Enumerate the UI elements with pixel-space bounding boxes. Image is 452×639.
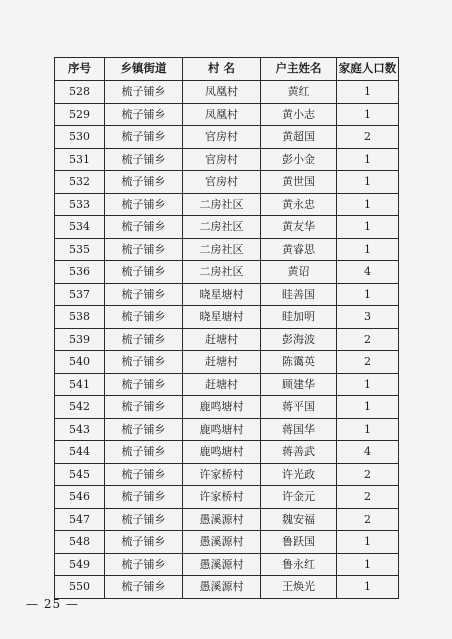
householder-cell: 黄世国 [261,171,337,194]
table-row [55,463,399,486]
householder-cell: 眭善国 [261,283,337,306]
serial-cell: 536 [55,261,105,284]
householder-cell: 彭小金 [261,148,337,171]
family-size-cell: 1 [337,373,399,396]
township-cell: 梳子铺乡 [105,216,183,239]
serial-cell: 534 [55,216,105,239]
table-body [55,81,399,599]
householder-cell: 黄友华 [261,216,337,239]
serial-cell: 540 [55,351,105,374]
village-cell: 愚溪源村 [183,553,261,576]
serial-cell: 549 [55,553,105,576]
village-cell: 官房村 [183,148,261,171]
village-cell: 官房村 [183,126,261,149]
family-size-cell: 4 [337,261,399,284]
householder-cell: 黄睿思 [261,238,337,261]
township-cell: 梳子铺乡 [105,171,183,194]
township-cell: 梳子铺乡 [105,351,183,374]
header-family-size: 家庭人口数 [337,58,399,81]
village-cell: 愚溪源村 [183,576,261,599]
householder-cell: 魏安福 [261,508,337,531]
serial-cell: 538 [55,306,105,329]
householder-cell: 许光政 [261,463,337,486]
serial-cell: 547 [55,508,105,531]
township-cell: 梳子铺乡 [105,81,183,104]
householder-cell: 鲁永红 [261,553,337,576]
householder-cell: 眭加明 [261,306,337,329]
family-size-cell: 2 [337,508,399,531]
householder-cell: 许金元 [261,486,337,509]
village-cell: 二房社区 [183,216,261,239]
householder-cell: 黄诏 [261,261,337,284]
township-cell: 梳子铺乡 [105,486,183,509]
table-row [55,261,399,284]
serial-cell: 544 [55,441,105,464]
serial-cell: 535 [55,238,105,261]
householder-cell: 鲁跃国 [261,531,337,554]
serial-cell: 543 [55,418,105,441]
header-village: 村 名 [183,58,261,81]
table-row [55,508,399,531]
table-row [55,373,399,396]
table-row [55,193,399,216]
serial-cell: 532 [55,171,105,194]
family-size-cell: 1 [337,193,399,216]
village-cell: 鹿鸣塘村 [183,441,261,464]
householder-cell: 王焕光 [261,576,337,599]
family-size-cell: 1 [337,81,399,104]
township-cell: 梳子铺乡 [105,193,183,216]
header-serial: 序号 [55,58,105,81]
township-cell: 梳子铺乡 [105,103,183,126]
township-cell: 梳子铺乡 [105,238,183,261]
village-cell: 赶塘村 [183,328,261,351]
village-cell: 鹿鸣塘村 [183,396,261,419]
family-size-cell: 2 [337,126,399,149]
serial-cell: 550 [55,576,105,599]
page-number: — 25 — [26,597,79,611]
header-householder: 户主姓名 [261,58,337,81]
family-size-cell: 1 [337,418,399,441]
householder-cell: 黄超国 [261,126,337,149]
village-cell: 许家桥村 [183,463,261,486]
village-cell: 鹿鸣塘村 [183,418,261,441]
serial-cell: 542 [55,396,105,419]
township-cell: 梳子铺乡 [105,418,183,441]
family-size-cell: 1 [337,553,399,576]
serial-cell: 529 [55,103,105,126]
village-cell: 赶塘村 [183,351,261,374]
householder-cell: 顾建华 [261,373,337,396]
serial-cell: 545 [55,463,105,486]
serial-cell: 528 [55,81,105,104]
householder-cell: 蒋平国 [261,396,337,419]
householder-cell: 黄永忠 [261,193,337,216]
township-cell: 梳子铺乡 [105,261,183,284]
table-row [55,328,399,351]
header-township: 乡镇街道 [105,58,183,81]
table-row [55,418,399,441]
householder-cell: 黄红 [261,81,337,104]
serial-cell: 530 [55,126,105,149]
township-cell: 梳子铺乡 [105,148,183,171]
family-size-cell: 4 [337,441,399,464]
village-cell: 赶塘村 [183,373,261,396]
family-size-cell: 1 [337,103,399,126]
table-row [55,148,399,171]
family-size-cell: 1 [337,171,399,194]
serial-cell: 539 [55,328,105,351]
village-cell: 愚溪源村 [183,508,261,531]
township-cell: 梳子铺乡 [105,576,183,599]
family-size-cell: 2 [337,328,399,351]
township-cell: 梳子铺乡 [105,328,183,351]
table-row [55,576,399,599]
table-row [55,351,399,374]
table-row [55,81,399,104]
village-cell: 愚溪源村 [183,531,261,554]
householder-cell: 陈霭英 [261,351,337,374]
family-size-cell: 2 [337,463,399,486]
family-size-cell: 1 [337,148,399,171]
family-size-cell: 1 [337,531,399,554]
table-row [55,216,399,239]
table-row [55,126,399,149]
householder-cell: 蒋国华 [261,418,337,441]
serial-cell: 533 [55,193,105,216]
township-cell: 梳子铺乡 [105,306,183,329]
township-cell: 梳子铺乡 [105,283,183,306]
table-row [55,553,399,576]
village-cell: 晓星塘村 [183,283,261,306]
township-cell: 梳子铺乡 [105,508,183,531]
table-row [55,103,399,126]
township-cell: 梳子铺乡 [105,441,183,464]
householder-cell: 黄小志 [261,103,337,126]
village-cell: 凤凰村 [183,81,261,104]
family-size-cell: 2 [337,486,399,509]
serial-cell: 548 [55,531,105,554]
table-row [55,283,399,306]
serial-cell: 531 [55,148,105,171]
serial-cell: 541 [55,373,105,396]
table-row [55,306,399,329]
serial-cell: 546 [55,486,105,509]
township-cell: 梳子铺乡 [105,553,183,576]
table-header-row [55,58,399,81]
table-row [55,396,399,419]
family-size-cell: 1 [337,283,399,306]
village-cell: 许家桥村 [183,486,261,509]
family-size-cell: 1 [337,396,399,419]
householder-cell: 蒋善武 [261,441,337,464]
village-cell: 二房社区 [183,238,261,261]
table-row [55,238,399,261]
village-cell: 凤凰村 [183,103,261,126]
township-cell: 梳子铺乡 [105,531,183,554]
village-cell: 二房社区 [183,261,261,284]
village-cell: 晓星塘村 [183,306,261,329]
householder-cell: 彭海波 [261,328,337,351]
family-size-cell: 2 [337,351,399,374]
village-cell: 二房社区 [183,193,261,216]
township-cell: 梳子铺乡 [105,396,183,419]
township-cell: 梳子铺乡 [105,126,183,149]
family-size-cell: 1 [337,216,399,239]
table-row [55,171,399,194]
township-cell: 梳子铺乡 [105,373,183,396]
village-cell: 官房村 [183,171,261,194]
table-row [55,531,399,554]
household-table [54,57,399,599]
family-size-cell: 1 [337,238,399,261]
serial-cell: 537 [55,283,105,306]
table-row [55,486,399,509]
family-size-cell: 3 [337,306,399,329]
table-row [55,441,399,464]
township-cell: 梳子铺乡 [105,463,183,486]
family-size-cell: 1 [337,576,399,599]
